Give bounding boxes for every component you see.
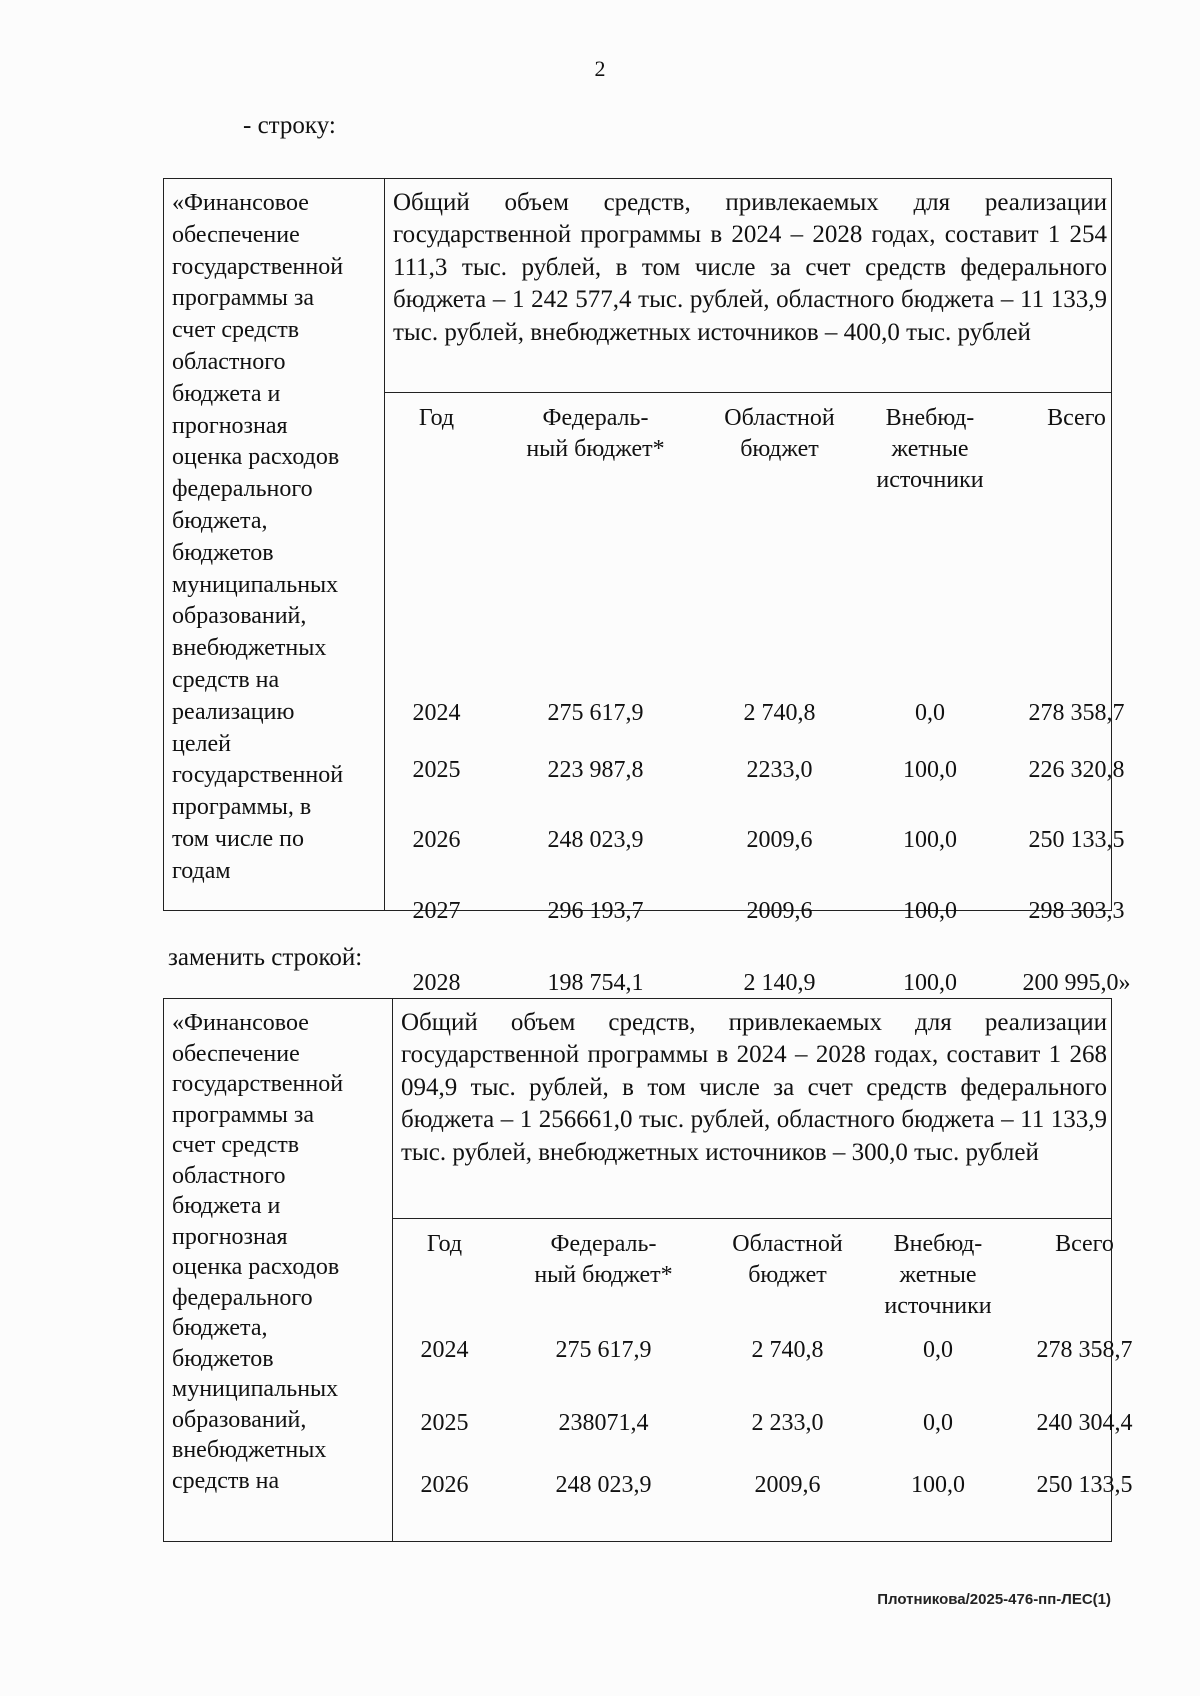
row-label-line: государственной (172, 253, 344, 280)
row-label-line: «Финансовое (172, 190, 309, 216)
column-header: Внебюд- жетные источники (876, 405, 984, 493)
table-cell: 0,0 (915, 700, 945, 726)
table-cell: 2024 (412, 700, 461, 726)
funding-summary: Общий объем средств, привлекаемых для реализации государственной программы в 2024 – 2028 годах, составит 1 268 094,9 тыс. рублей, в том числе за счет средств федерального бюджета – 1 256661,0 тыс. рублей, областного бюджета – 11 133,9 тыс. рублей, внебюджетных источников – 300,0 тыс. рублей (393, 999, 1111, 1219)
row-label-line: областного (172, 1162, 286, 1189)
document-reference: Плотникова/2025-476-пп-ЛЕС(1) (877, 1591, 1111, 1608)
table-cell: 0,0 (923, 1337, 953, 1363)
column-header: Федераль- ный бюджет* (526, 405, 665, 462)
table-cell: 250 133,5 (1028, 827, 1125, 853)
table-cell: 278 358,7 (1028, 700, 1125, 726)
row-label-line: программы за (172, 285, 314, 312)
row-label-line: образований, (172, 1406, 307, 1433)
table-cell: 240 304,4 (1036, 1410, 1133, 1436)
new-row-table (163, 998, 1133, 1542)
column-header: Федераль- ный бюджет* (534, 1231, 673, 1288)
table-cell: 226 320,8 (1028, 757, 1125, 783)
column-header: Год (426, 1231, 463, 1257)
row-label-line: бюджетов (172, 539, 274, 566)
row-label-line: государственной (172, 1071, 344, 1097)
row-label (164, 179, 385, 910)
row-label-line: бюджета и (172, 1193, 281, 1219)
row-label-line: муниципальных (172, 1376, 339, 1402)
table-cell: 275 617,9 (547, 700, 644, 726)
table-cell: 298 303,3 (1028, 898, 1125, 924)
row-label-line: обеспечение (172, 221, 300, 248)
column-header: Всего (1047, 405, 1106, 431)
row-label-line: целей (172, 730, 231, 757)
page-number: 2 (594, 56, 606, 81)
row-label-line: государственной (172, 762, 344, 789)
table-cell: 248 023,9 (555, 1472, 652, 1498)
row-label-line: прогнозная (172, 412, 288, 439)
row-label-line: прогнозная (172, 1223, 288, 1250)
table-cell: 100,0 (903, 827, 957, 853)
row-label-line: программы за (172, 1101, 314, 1128)
table-cell: 2 740,8 (751, 1337, 824, 1363)
row-label-line: внебюджетных (172, 1437, 327, 1463)
table-cell: 100,0 (903, 757, 957, 783)
column-header: Областной бюджет (732, 1231, 843, 1288)
table-cell: 296 193,7 (547, 898, 644, 924)
row-label-line: федерального (172, 1284, 313, 1311)
column-header: Областной бюджет (724, 405, 835, 462)
row-label-line: муниципальных (172, 571, 339, 598)
table-cell: 2009,6 (754, 1472, 821, 1498)
row-label-line: программы, в (172, 794, 312, 821)
yearly-breakdown (393, 1219, 1133, 1541)
table-cell: 2027 (412, 898, 461, 924)
table-cell: 2028 (412, 970, 461, 996)
row-label-line: «Финансовое (172, 1010, 309, 1036)
table-cell: 200 995,0» (1022, 970, 1131, 996)
table-cell: 0,0 (923, 1410, 953, 1436)
row-label-line: образований, (172, 603, 307, 630)
row-label-line: счет средств (172, 317, 300, 344)
row-label-line: федерального (172, 476, 313, 503)
table-cell: 100,0 (903, 970, 957, 996)
table-cell: 2026 (412, 827, 461, 853)
column-header: Всего (1055, 1231, 1114, 1257)
funding-summary: Общий объем средств, привлекаемых для реализации государственной программы в 2024 – 2028 годах, составит 1 254 111,3 тыс. рублей, в том числе за счет средств федерального бюджета – 1 242 577,4 тыс. рублей, областного бюджета – 11 133,9 тыс. рублей, внебюджетных источников – 400,0 тыс. рублей (385, 179, 1111, 393)
table-cell: 2 740,8 (743, 700, 816, 726)
replace-instruction: заменить строкой: (168, 944, 363, 971)
table-cell: 238071,4 (558, 1410, 649, 1436)
row-label-line: средств на (172, 666, 280, 693)
table-cell: 278 358,7 (1036, 1337, 1133, 1363)
yearly-breakdown (385, 393, 1131, 996)
table-cell: 198 754,1 (547, 970, 644, 996)
row-label-line: том числе по (172, 825, 304, 852)
table-cell: 250 133,5 (1036, 1472, 1133, 1498)
table-cell: 2026 (420, 1472, 469, 1498)
table-cell: 2025 (412, 757, 461, 783)
row-label-line: обеспечение (172, 1040, 300, 1067)
row-label-line: внебюджетных (172, 635, 327, 662)
table-cell: 223 987,8 (547, 757, 644, 783)
table-cell: 2 140,9 (743, 970, 816, 996)
row-label-line: бюджета и (172, 380, 281, 407)
intro-text: - строку: (243, 112, 336, 139)
table-cell: 2009,6 (746, 827, 813, 853)
row-label-line: оценка расходов (172, 444, 340, 471)
row-label-line: бюджета, (172, 1315, 268, 1341)
row-label-line: реализацию (172, 698, 295, 725)
table-cell: 100,0 (903, 898, 957, 924)
row-label-line: бюджетов (172, 1345, 274, 1372)
row-label-line: средств на (172, 1467, 280, 1494)
table-cell: 275 617,9 (555, 1337, 652, 1363)
row-label (164, 999, 393, 1541)
table-cell: 2233,0 (746, 757, 813, 783)
row-label-line: счет средств (172, 1132, 300, 1158)
table-cell: 100,0 (911, 1472, 965, 1498)
table-cell: 2025 (420, 1410, 469, 1436)
table-cell: 2009,6 (746, 898, 813, 924)
table-cell: 2 233,0 (751, 1410, 824, 1436)
column-header: Год (418, 405, 455, 431)
row-label-line: областного (172, 348, 286, 375)
row-label-line: оценка расходов (172, 1254, 340, 1280)
column-header: Внебюд- жетные источники (884, 1231, 992, 1319)
row-label-line: бюджета, (172, 507, 268, 534)
table-cell: 2024 (420, 1337, 469, 1363)
table-cell: 248 023,9 (547, 827, 644, 853)
row-label-line: годам (172, 857, 231, 884)
